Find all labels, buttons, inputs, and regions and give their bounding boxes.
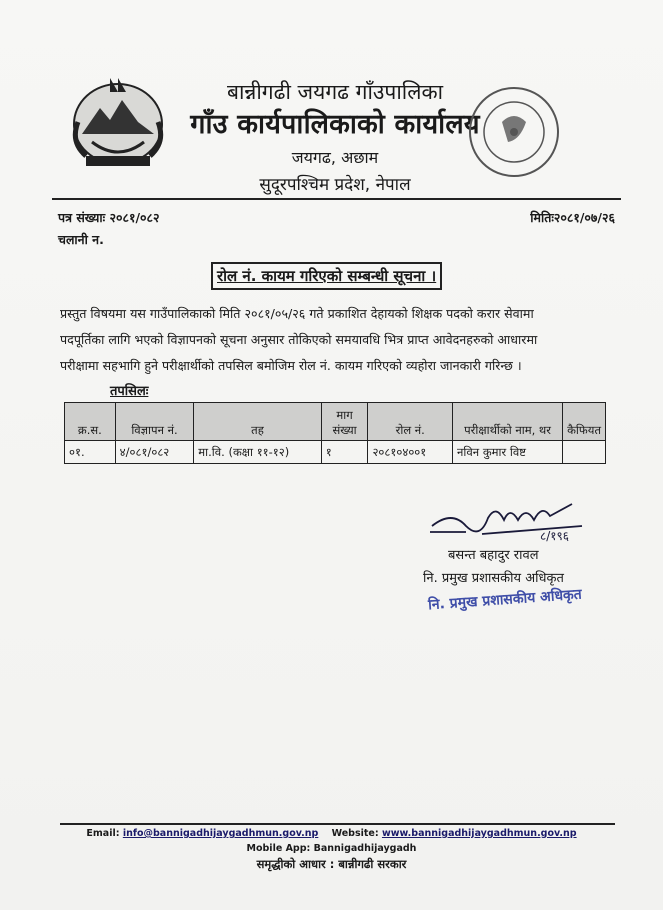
footer-mobile-app: Mobile App: Bannigadhijaygadh — [246, 843, 417, 854]
cell-candidate: नविन कुमार विष्ट — [453, 441, 563, 464]
footer-contact — [0, 828, 663, 839]
cell-sn: ०१. — [65, 441, 116, 464]
cell-roll-no: २०८१०४००१ — [368, 441, 453, 464]
email-link[interactable]: info@bannigadhijaygadhmun.gov.np — [122, 828, 319, 839]
letter-number: पत्र संख्याः २०८१/०८२ — [58, 210, 160, 225]
website-label: Website: — [331, 828, 379, 839]
col-header-remarks: कैफियत — [563, 403, 606, 441]
office-name: गाँउ कार्यपालिकाको कार्यालय — [190, 109, 480, 140]
table-row — [65, 441, 606, 464]
office-location: जयगढ, अछाम — [291, 148, 379, 167]
header-divider — [52, 198, 621, 200]
table-header-row — [65, 403, 606, 441]
signatory-title: नि. प्रमुख प्रशासकीय अधिकृत — [423, 571, 564, 586]
col-header-ad-no: विज्ञापन नं. — [115, 403, 194, 441]
municipality-name: बान्नीगढी जयगढ गाँउपालिका — [226, 80, 444, 104]
subject-heading: रोल नं. कायम गरिएको सम्बन्धी सूचना । — [213, 264, 440, 288]
office-seal-stamp — [464, 82, 564, 182]
dispatch-number: चलानी न. — [58, 232, 104, 247]
col-header-sn: क्र.स. — [65, 403, 116, 441]
nepal-emblem-logo — [62, 72, 174, 172]
letter-date: मितिः२०८१/०७/२६ — [530, 210, 615, 225]
footer-slogan: समृद्धीको आधार : बान्नीगढी सरकार — [256, 857, 407, 871]
col-header-roll-no: रोल नं. — [368, 403, 453, 441]
handwritten-signature — [422, 496, 592, 544]
signatory-name: बसन्त बहादुर रावल — [448, 548, 539, 563]
cell-ad-no: ४/०८१/०८२ — [115, 441, 194, 464]
body-line-1: प्रस्तुत विषयमा यस गाउँपालिकाको मिति २०८१/०५/२६ गते प्रकाशित देहायको शिक्षक पदको करार सेवामा — [60, 306, 534, 321]
footer-divider — [60, 823, 615, 825]
col-header-candidate: परीक्षार्थीको नाम, थर — [453, 403, 563, 441]
signatory-stamp: नि. प्रमुख प्रशासकीय अधिकृत — [427, 586, 583, 614]
website-link[interactable]: www.bannigadhijaygadhmun.gov.np — [381, 828, 577, 839]
col-header-level: तह — [194, 403, 321, 441]
cell-level: मा.वि. (कक्षा ११-१२) — [194, 441, 321, 464]
cell-demand: १ — [321, 441, 368, 464]
body-line-3: परीक्षामा सहभागि हुने परीक्षार्थीको तपसिल बमोजिम रोल नं. कायम गरिएको व्यहोरा जानकारी गरिन्छ । — [60, 358, 522, 373]
cell-remarks — [563, 441, 606, 464]
body-line-2: पदपूर्तिका लागि भएको विज्ञापनको सूचना अनुसार तोकिएको समयावधि भित्र प्राप्त आवेदनहरुको आधारमा — [60, 332, 538, 347]
office-province: सुदूरपश्चिम प्रदेश, नेपाल — [259, 175, 411, 195]
signature-date: ८/१९६ — [540, 529, 570, 543]
roll-number-table — [64, 402, 606, 464]
details-label: तपसिलः — [110, 384, 149, 399]
email-label: Email: — [86, 828, 120, 839]
col-header-demand: माग संख्या — [321, 403, 368, 441]
